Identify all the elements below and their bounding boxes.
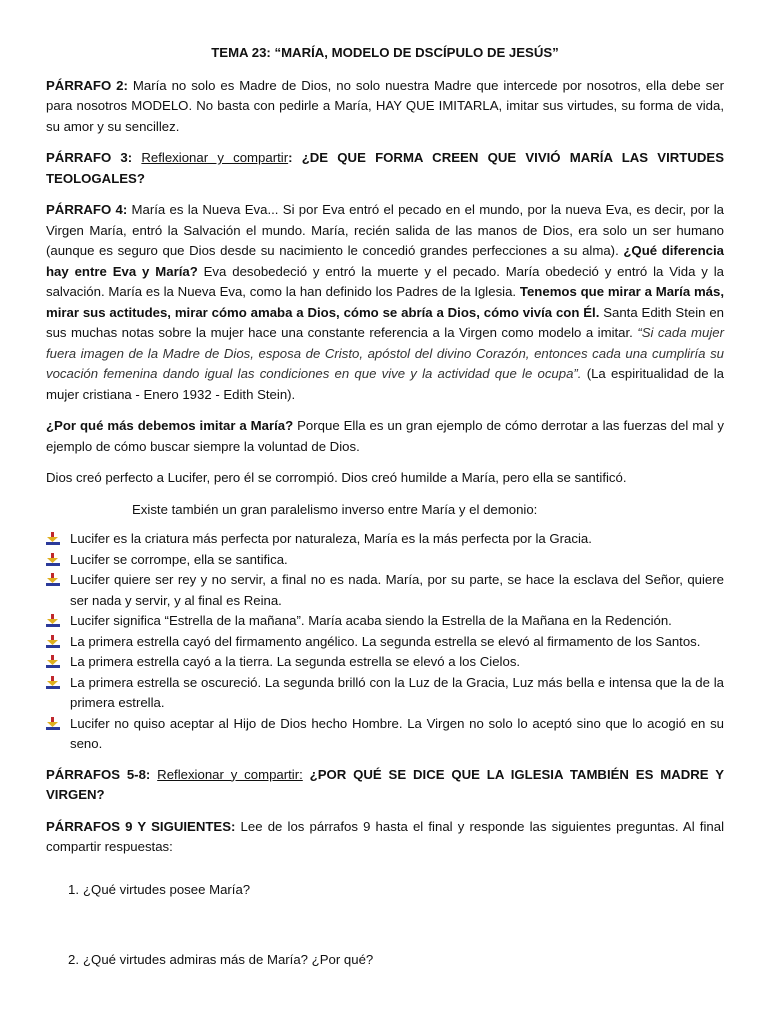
paralelismo-list xyxy=(46,529,724,755)
paragraph-3 xyxy=(46,148,724,189)
question-number: 2. xyxy=(68,952,79,967)
imitar-answer: Porque Ella es un gran ejemplo de cómo derrotar a las fuerzas del mal y ejemplo de cómo buscar siempre la voluntad de Dios. xyxy=(46,418,724,454)
paragraph-2 xyxy=(46,76,724,138)
paragraph-3-question: : ¿DE QUE FORMA CREEN QUE VIVIÓ MARÍA LAS VIRTUDES TEOLOGALES? xyxy=(46,150,724,186)
list-item xyxy=(70,550,724,571)
lucifer-maria-line: Dios creó perfecto a Lucifer, pero él se corrompió. Dios creó humilde a María, pero ella se santificó. xyxy=(46,470,627,485)
paragraphs-5-8-label: PÁRRAFOS 5-8: xyxy=(46,766,151,782)
paragraphs-9 xyxy=(46,817,724,858)
list-item xyxy=(70,714,724,755)
arrow-bullet-icon xyxy=(46,553,60,566)
arrow-bullet-icon xyxy=(46,532,60,545)
paragraphs-5-8-reflect-label: Reflexionar y compartir: xyxy=(157,766,303,782)
paragraphs-9-label: PÁRRAFOS 9 Y SIGUIENTES: xyxy=(46,818,236,834)
list-item xyxy=(70,611,724,632)
list-item-text: La primera estrella cayó a la tierra. La segunda estrella se elevó a los Cielos. xyxy=(70,654,521,669)
list-item xyxy=(70,632,724,653)
list-item xyxy=(70,673,724,714)
question-list xyxy=(46,880,724,971)
arrow-bullet-icon xyxy=(46,635,60,648)
list-item-text: Lucifer significa “Estrella de la mañana”. María acaba siendo la Estrella de la Mañana en la Redención. xyxy=(70,613,672,628)
paragraph-3-label: PÁRRAFO 3: xyxy=(46,150,133,165)
list-item-text: Lucifer no quiso aceptar al Hijo de Dios hecho Hombre. La Virgen no solo lo aceptó sino que lo acogió en su seno. xyxy=(70,715,724,751)
arrow-bullet-icon xyxy=(46,717,60,730)
imitar-question: ¿Por qué más debemos imitar a María? xyxy=(46,418,294,433)
list-item-text: La primera estrella se oscureció. La segunda brilló con la Luz de la Gracia, Luz más bella e intensa que la de la primera estrella. xyxy=(70,674,724,710)
paragraph-3-reflect-label: Reflexionar y compartir xyxy=(141,150,289,165)
question-text: ¿Qué virtudes admiras más de María? ¿Por qué? xyxy=(83,952,374,967)
question-item xyxy=(68,880,724,901)
list-item xyxy=(70,570,724,611)
arrow-bullet-icon xyxy=(46,573,60,586)
question-number: 1. xyxy=(68,881,79,897)
paragraph-4-text-1: María es la Nueva Eva... Si por Eva entró el pecado en el mundo, por la nueva Eva, es decir, por la Virgen María, entró la Salvación el mundo. María, recién salida de las manos de Dios, era solo un ser humano (aunque es seguro que Dios desde su nacimiento le concedió grandes perfecciones a su alma). xyxy=(46,202,724,258)
list-item xyxy=(70,529,724,550)
list-item xyxy=(70,652,724,673)
paragraph-4 xyxy=(46,200,724,405)
edith-stein-quote: “Si cada mujer fuera imagen de la Madre de Dios, esposa de Cristo, apóstol del divino Corazón, entonces cada una cumpliría su vocación femenina dando igual las condiciones en que vive y la actividad que le ocupa”. xyxy=(46,325,724,381)
document-title: TEMA 23: “MARÍA, MODELO DE DSCÍPULO DE JESÚS” xyxy=(211,45,559,60)
arrow-bullet-icon xyxy=(46,614,60,627)
paragraph-4-label: PÁRRAFO 4: xyxy=(46,202,128,217)
imitar-paragraph xyxy=(46,416,724,457)
paralelismo-intro: Existe también un gran paralelismo inverso entre María y el demonio: xyxy=(132,501,538,517)
paragraph-2-label: PÁRRAFO 2: xyxy=(46,77,128,93)
paragraph-4-text-2: Eva desobedeció y entró la muerte y el pecado. María obedeció y entró la Vida y la salvación. María es la Nueva Eva, como la han definido los Padres de la Iglesia. xyxy=(46,263,724,299)
paragraphs-5-8-question: ¿POR QUÉ SE DICE QUE LA IGLESIA TAMBIÉN ES MADRE Y VIRGEN? xyxy=(46,766,724,802)
list-item-text: La primera estrella cayó del firmamento angélico. La segunda estrella se elevó al firmamento de los Santos. xyxy=(70,633,701,649)
paragraph-2-text: María no solo es Madre de Dios, no solo nuestra Madre que intercede por nosotros, ella debe ser para nosotros MODELO. No basta con pedirle a María, HAY QUE IMITARLA, imitar sus virtudes, su forma de vida, su amor y su sencillez. xyxy=(46,77,724,134)
paragraphs-5-8 xyxy=(46,765,724,806)
paragraph-4-question: ¿Qué diferencia hay entre Eva y María? xyxy=(46,243,724,279)
paragraph-4-text-3: Santa Edith Stein en sus muchas notas sobre la mujer hace una constante referencia a la Virgen como modelo a imitar. xyxy=(46,304,724,340)
arrow-bullet-icon xyxy=(46,676,60,689)
question-item xyxy=(68,950,724,971)
list-item-text: Lucifer quiere ser rey y no servir, a final no es nada. María, por su parte, se hace la esclava del Señor, quiere ser nada y servir, y al final es Reina. xyxy=(70,572,724,608)
paragraph-4-emphasis: Tenemos que mirar a María más, mirar sus actitudes, mirar cómo amaba a Dios, cómo se abría a Dios, cómo vivía con Él. xyxy=(46,284,725,320)
list-item-text: Lucifer se corrompe, ella se santifica. xyxy=(70,551,288,567)
arrow-bullet-icon xyxy=(46,655,60,668)
paragraphs-9-text: Lee de los párrafos 9 hasta el final y responde las siguientes preguntas. Al final compartir respuestas: xyxy=(46,818,724,854)
list-item-text: Lucifer es la criatura más perfecta por naturaleza, María es la más perfecta por la Gracia. xyxy=(70,531,592,546)
quote-source: (La espiritualidad de la mujer cristiana - Enero 1932 - Edith Stein). xyxy=(46,366,725,402)
question-text: ¿Qué virtudes posee María? xyxy=(83,881,251,897)
